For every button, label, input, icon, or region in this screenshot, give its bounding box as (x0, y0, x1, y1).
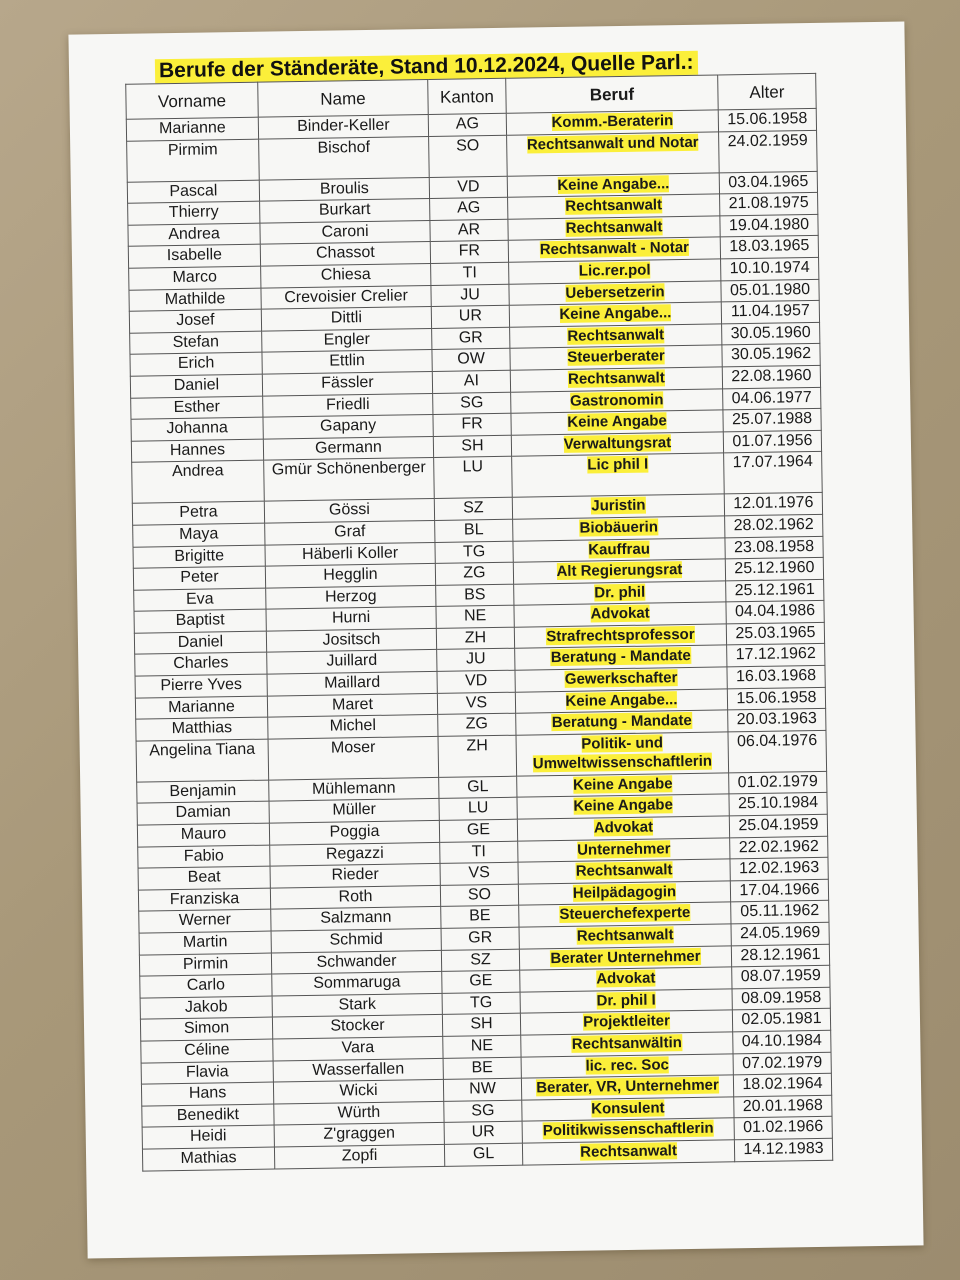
cell-vorname: Carlo (140, 974, 272, 998)
cell-vorname: Eva (134, 588, 266, 612)
cell-alter: 17.12.1962 (727, 644, 825, 667)
cell-vorname: Mathilde (129, 288, 261, 312)
cell-kanton: OW (432, 349, 510, 372)
cell-vorname: Pierre Yves (135, 674, 267, 698)
cell-beruf (507, 132, 720, 176)
cell-name: Maret (267, 693, 437, 717)
cell-kanton: SG (433, 392, 511, 415)
beruf-highlight: Unternehmer (576, 839, 671, 859)
cell-kanton: VS (437, 692, 515, 715)
paper-sheet (68, 22, 923, 1259)
cell-alter: 25.04.1959 (729, 814, 827, 837)
cell-alter: 24.02.1959 (719, 130, 818, 173)
cell-alter: 07.02.1979 (733, 1052, 831, 1075)
beruf-highlight: Komm.-Beraterin (551, 112, 674, 132)
cell-vorname: Pirmim (127, 139, 260, 182)
cell-kanton: FR (433, 413, 511, 436)
beruf-highlight: Rechtsanwalt (580, 1142, 678, 1161)
cell-kanton: VS (440, 862, 518, 885)
cell-vorname: Petra (132, 501, 264, 525)
cell-alter: 18.03.1965 (720, 236, 818, 259)
beruf-highlight: Lic phil I (587, 455, 649, 474)
cell-kanton: LU (434, 457, 513, 499)
cell-vorname: Pirmin (139, 953, 271, 977)
cell-vorname: Benjamin (137, 780, 269, 804)
cell-alter: 25.03.1965 (726, 622, 824, 645)
cell-name: Ettlin (262, 350, 432, 374)
cell-kanton: TG (442, 992, 520, 1015)
cell-kanton: JU (437, 649, 515, 672)
beruf-highlight: Uebersetzerin (565, 282, 665, 302)
cell-vorname: Heidi (142, 1125, 274, 1149)
cell-alter: 25.12.1961 (726, 579, 824, 602)
cell-alter: 25.07.1988 (723, 408, 821, 431)
cell-kanton: BS (436, 584, 514, 607)
beruf-highlight: Heilpädagogin (572, 883, 677, 902)
cell-alter: 22.08.1960 (722, 365, 820, 388)
cell-kanton: ZH (438, 735, 517, 777)
cell-alter: 28.12.1961 (731, 944, 829, 967)
beruf-highlight: Steuerchefexperte (559, 904, 691, 924)
cell-kanton: GR (441, 927, 519, 950)
cell-alter: 17.07.1964 (724, 452, 823, 495)
cell-alter: 18.02.1964 (733, 1073, 831, 1096)
beruf-highlight: Beratung - Mandate (551, 712, 692, 732)
beruf-highlight: Berater Unternehmer (550, 947, 701, 967)
cell-kanton: ZG (435, 562, 513, 585)
cell-name: Moser (268, 736, 439, 780)
beruf-highlight: Alt Regierungsrat (556, 561, 683, 581)
cell-name: Stocker (272, 1015, 442, 1039)
cell-vorname: Werner (139, 909, 271, 933)
cell-name: Wasserfallen (273, 1058, 443, 1082)
beruf-highlight: Gewerkschafter (564, 669, 678, 688)
cell-name: Maillard (267, 671, 437, 695)
beruf-highlight: Advokat (596, 969, 656, 988)
beruf-highlight: Strafrechtsprofessor (546, 625, 695, 646)
cell-alter: 14.12.1983 (734, 1138, 832, 1161)
cell-kanton: AG (430, 197, 508, 220)
cell-name: Z'graggen (274, 1123, 444, 1147)
beruf-highlight: Advokat (593, 818, 654, 837)
cell-name: Dittli (261, 307, 431, 331)
cell-name: Gmür Schönenberger (264, 458, 435, 502)
cell-alter: 23.08.1958 (725, 536, 823, 559)
cell-kanton: UR (444, 1121, 522, 1144)
cell-name: Schmid (271, 928, 441, 952)
cell-kanton: NW (443, 1078, 521, 1101)
cell-kanton: BE (441, 906, 519, 929)
beruf-highlight: Keine Angabe... (565, 690, 678, 710)
beruf-highlight: Berater, VR, Unternehmer (536, 1076, 719, 1097)
cell-alter: 01.02.1966 (734, 1117, 832, 1140)
cell-name: Sommaruga (272, 972, 442, 996)
beruf-highlight: Keine Angabe... (557, 174, 670, 194)
cell-name: Schwander (271, 950, 441, 974)
beruf-highlight: Dr. phil (594, 583, 646, 602)
cell-alter: 03.04.1965 (719, 171, 817, 194)
cell-name: Juillard (267, 650, 437, 674)
cell-vorname: Josef (129, 309, 261, 333)
cell-name: Gössi (264, 499, 434, 523)
cell-vorname: Charles (135, 653, 267, 677)
cell-name: Crevoisier Crelier (261, 285, 431, 309)
cell-vorname: Andrea (128, 223, 260, 247)
cell-kanton: TI (440, 841, 518, 864)
beruf-highlight: Rechtsanwalt (575, 861, 673, 880)
beruf-highlight: Lic.rer.pol (578, 261, 651, 280)
cell-name: Zopfi (274, 1144, 444, 1168)
cell-alter: 10.10.1974 (721, 257, 819, 280)
cell-vorname: Simon (140, 1017, 272, 1041)
column-header-beruf: Beruf (506, 75, 719, 113)
cell-kanton: NE (436, 605, 514, 628)
beruf-highlight: Verwaltungsrat (563, 433, 672, 453)
cell-alter: 06.04.1976 (728, 730, 827, 773)
cell-alter: 05.11.1962 (731, 901, 829, 924)
cell-kanton: SO (440, 884, 518, 907)
cell-kanton: NE (443, 1035, 521, 1058)
cell-vorname: Maya (133, 523, 265, 547)
cell-alter: 21.08.1975 (720, 193, 818, 216)
cell-vorname: Hannes (131, 439, 263, 463)
beruf-highlight: Rechtsanwalt und Notar (526, 133, 699, 154)
cell-beruf (522, 1140, 734, 1165)
beruf-highlight: Politikwissenschaftlerin (542, 1119, 714, 1140)
cell-name: Germann (263, 436, 433, 460)
cell-name: Graf (265, 520, 435, 544)
beruf-highlight: Steuerberater (567, 347, 665, 367)
cell-name: Hurni (266, 607, 436, 631)
beruf-highlight: Rechtsanwalt - Notar (539, 239, 690, 259)
cell-vorname: Martin (139, 931, 271, 955)
cell-name: Salzmann (271, 907, 441, 931)
cell-vorname: Erich (130, 352, 262, 376)
cell-vorname: Angelina Tiana (136, 739, 269, 782)
cell-alter: 02.05.1981 (732, 1009, 830, 1032)
cell-kanton: LU (439, 798, 517, 821)
beruf-highlight: Rechtsanwalt (567, 369, 665, 388)
cell-alter: 12.01.1976 (724, 493, 822, 516)
cell-kanton: VD (429, 176, 507, 199)
beruf-highlight: Rechtsanwalt (565, 196, 663, 216)
cell-vorname: Hans (141, 1082, 273, 1106)
cell-kanton: BL (435, 519, 513, 542)
cell-vorname: Baptist (134, 609, 266, 633)
cell-vorname: Marianne (135, 696, 267, 720)
cell-vorname: Johanna (131, 417, 263, 441)
cell-kanton: FR (430, 241, 508, 264)
column-header-kanton: Kanton (428, 78, 507, 114)
cell-name: Häberli Koller (265, 542, 435, 566)
cell-kanton: ZH (436, 627, 514, 650)
cell-alter: 19.04.1980 (720, 214, 818, 237)
cell-name: Vara (273, 1036, 443, 1060)
beruf-highlight: Keine Angabe (567, 412, 667, 431)
cell-vorname: Stefan (130, 331, 262, 355)
cell-vorname: Matthias (136, 717, 268, 741)
cell-name: Herzog (266, 585, 436, 609)
beruf-highlight: Advokat (590, 604, 650, 623)
cell-vorname: Pascal (127, 180, 259, 204)
cell-beruf (516, 732, 729, 776)
cell-alter: 15.06.1958 (727, 687, 825, 710)
cell-name: Hegglin (265, 564, 435, 588)
beruf-highlight: Rechtsanwalt (565, 218, 663, 237)
cell-alter: 28.02.1962 (725, 514, 823, 537)
cell-name: Gapany (263, 415, 433, 439)
cell-vorname: Brigitte (133, 545, 265, 569)
cell-name: Chiesa (261, 263, 431, 287)
cell-kanton: AI (432, 370, 510, 393)
beruf-highlight: Kauffrau (588, 540, 651, 559)
cell-name: Roth (270, 885, 440, 909)
cell-kanton: AG (428, 113, 506, 136)
cell-name: Friedli (263, 393, 433, 417)
beruf-highlight: Rechtsanwalt (567, 326, 665, 345)
cell-name: Bischof (259, 136, 430, 180)
cell-alter: 30.05.1962 (722, 344, 820, 367)
beruf-highlight: lic. rec. Soc (585, 1055, 670, 1075)
cell-vorname: Isabelle (128, 245, 260, 269)
cell-name: Engler (262, 328, 432, 352)
cell-name: Broulis (259, 177, 429, 201)
beruf-highlight: Keine Angabe (572, 775, 673, 794)
senators-table (125, 73, 833, 1171)
cell-name: Fässler (262, 371, 432, 395)
cell-alter: 08.07.1959 (732, 965, 830, 988)
cell-kanton: ZG (438, 713, 516, 736)
cell-kanton: AR (430, 219, 508, 242)
cell-alter: 30.05.1960 (722, 322, 820, 345)
cell-alter: 16.03.1968 (727, 665, 825, 688)
cell-name: Michel (268, 715, 438, 739)
beruf-highlight: Keine Angabe (573, 796, 673, 816)
cell-name: Müller (269, 799, 439, 823)
cell-name: Burkart (260, 199, 430, 223)
cell-vorname: Beat (138, 866, 270, 890)
cell-kanton: GE (439, 819, 517, 842)
cell-vorname: Esther (131, 396, 263, 420)
cell-alter: 22.02.1962 (730, 836, 828, 859)
cell-alter: 12.02.1963 (730, 858, 828, 881)
cell-alter: 01.07.1956 (723, 430, 821, 453)
cell-alter: 17.04.1966 (730, 879, 828, 902)
cell-vorname: Benedikt (142, 1104, 274, 1128)
cell-alter: 05.01.1980 (721, 279, 819, 302)
cell-vorname: Daniel (134, 631, 266, 655)
beruf-highlight: Rechtsanwältin (571, 1034, 682, 1053)
beruf-highlight: Biobäuerin (579, 518, 659, 537)
cell-kanton: SH (442, 1014, 520, 1037)
cell-kanton: SZ (441, 949, 519, 972)
cell-alter: 01.02.1979 (729, 771, 827, 794)
cell-kanton: GL (439, 776, 517, 799)
cell-alter: 11.04.1957 (721, 301, 819, 324)
cell-vorname: Mauro (137, 823, 269, 847)
cell-vorname: Marianne (126, 117, 258, 141)
cell-kanton: GL (444, 1143, 522, 1166)
beruf-highlight: Konsulent (591, 1099, 665, 1118)
cell-kanton: SG (444, 1100, 522, 1123)
beruf-highlight: Beratung - Mandate (550, 647, 691, 667)
cell-alter: 15.06.1958 (718, 108, 816, 131)
beruf-highlight: Dr. phil I (596, 991, 656, 1010)
cell-alter: 20.03.1963 (728, 709, 826, 732)
beruf-highlight: Projektleiter (583, 1012, 671, 1032)
cell-name: Regazzi (270, 842, 440, 866)
cell-alter: 20.01.1968 (734, 1095, 832, 1118)
cell-alter: 04.10.1984 (733, 1030, 831, 1053)
cell-alter: 04.06.1977 (723, 387, 821, 410)
cell-kanton: GE (442, 970, 520, 993)
beruf-highlight: Keine Angabe... (559, 304, 672, 324)
cell-name: Jositsch (266, 628, 436, 652)
cell-name: Wicki (273, 1080, 443, 1104)
cell-alter: 24.05.1969 (731, 922, 829, 945)
table-body (126, 108, 832, 1170)
cell-kanton: UR (431, 305, 509, 328)
cell-name: Würth (274, 1101, 444, 1125)
cell-kanton: SZ (434, 498, 512, 521)
cell-name: Binder-Keller (258, 114, 428, 138)
cell-kanton: TI (431, 262, 509, 285)
cell-name: Rieder (270, 864, 440, 888)
cell-vorname: Damian (137, 802, 269, 826)
cell-vorname: Flavia (141, 1061, 273, 1085)
cell-name: Mühlemann (269, 777, 439, 801)
cell-vorname: Andrea (132, 460, 265, 503)
cell-beruf (512, 453, 725, 497)
cell-kanton: SH (433, 435, 511, 458)
cell-vorname: Céline (141, 1039, 273, 1063)
cell-kanton: BE (443, 1057, 521, 1080)
cell-name: Poggia (269, 820, 439, 844)
cell-name: Caroni (260, 220, 430, 244)
cell-vorname: Peter (133, 566, 265, 590)
cell-alter: 08.09.1958 (732, 987, 830, 1010)
cell-kanton: JU (431, 284, 509, 307)
cell-alter: 04.04.1986 (726, 601, 824, 624)
column-header-name: Name (258, 80, 429, 118)
document-title: Berufe der Ständeräte, Stand 10.12.2024, Quelle Parl.: (155, 51, 698, 84)
cell-kanton: TG (435, 541, 513, 564)
cell-name: Stark (272, 993, 442, 1017)
cell-vorname: Franziska (138, 888, 270, 912)
cell-vorname: Fabio (138, 845, 270, 869)
cell-vorname: Mathias (142, 1147, 274, 1171)
beruf-highlight: Politik- und Umweltwissenschaftlerin (532, 734, 713, 773)
cell-vorname: Thierry (128, 201, 260, 225)
cell-kanton: SO (429, 135, 508, 177)
cell-kanton: VD (437, 670, 515, 693)
cell-kanton: GR (432, 327, 510, 350)
beruf-highlight: Gastronomin (569, 390, 664, 410)
beruf-highlight: Juristin (591, 496, 646, 515)
column-header-vorname: Vorname (126, 82, 259, 119)
cell-alter: 25.10.1984 (729, 793, 827, 816)
cell-vorname: Jakob (140, 996, 272, 1020)
cell-vorname: Daniel (130, 374, 262, 398)
cell-name: Chassot (260, 242, 430, 266)
cell-vorname: Marco (129, 266, 261, 290)
beruf-highlight: Rechtsanwalt (576, 926, 674, 945)
cell-alter: 25.12.1960 (725, 557, 823, 580)
column-header-alter: Alter (718, 73, 817, 110)
